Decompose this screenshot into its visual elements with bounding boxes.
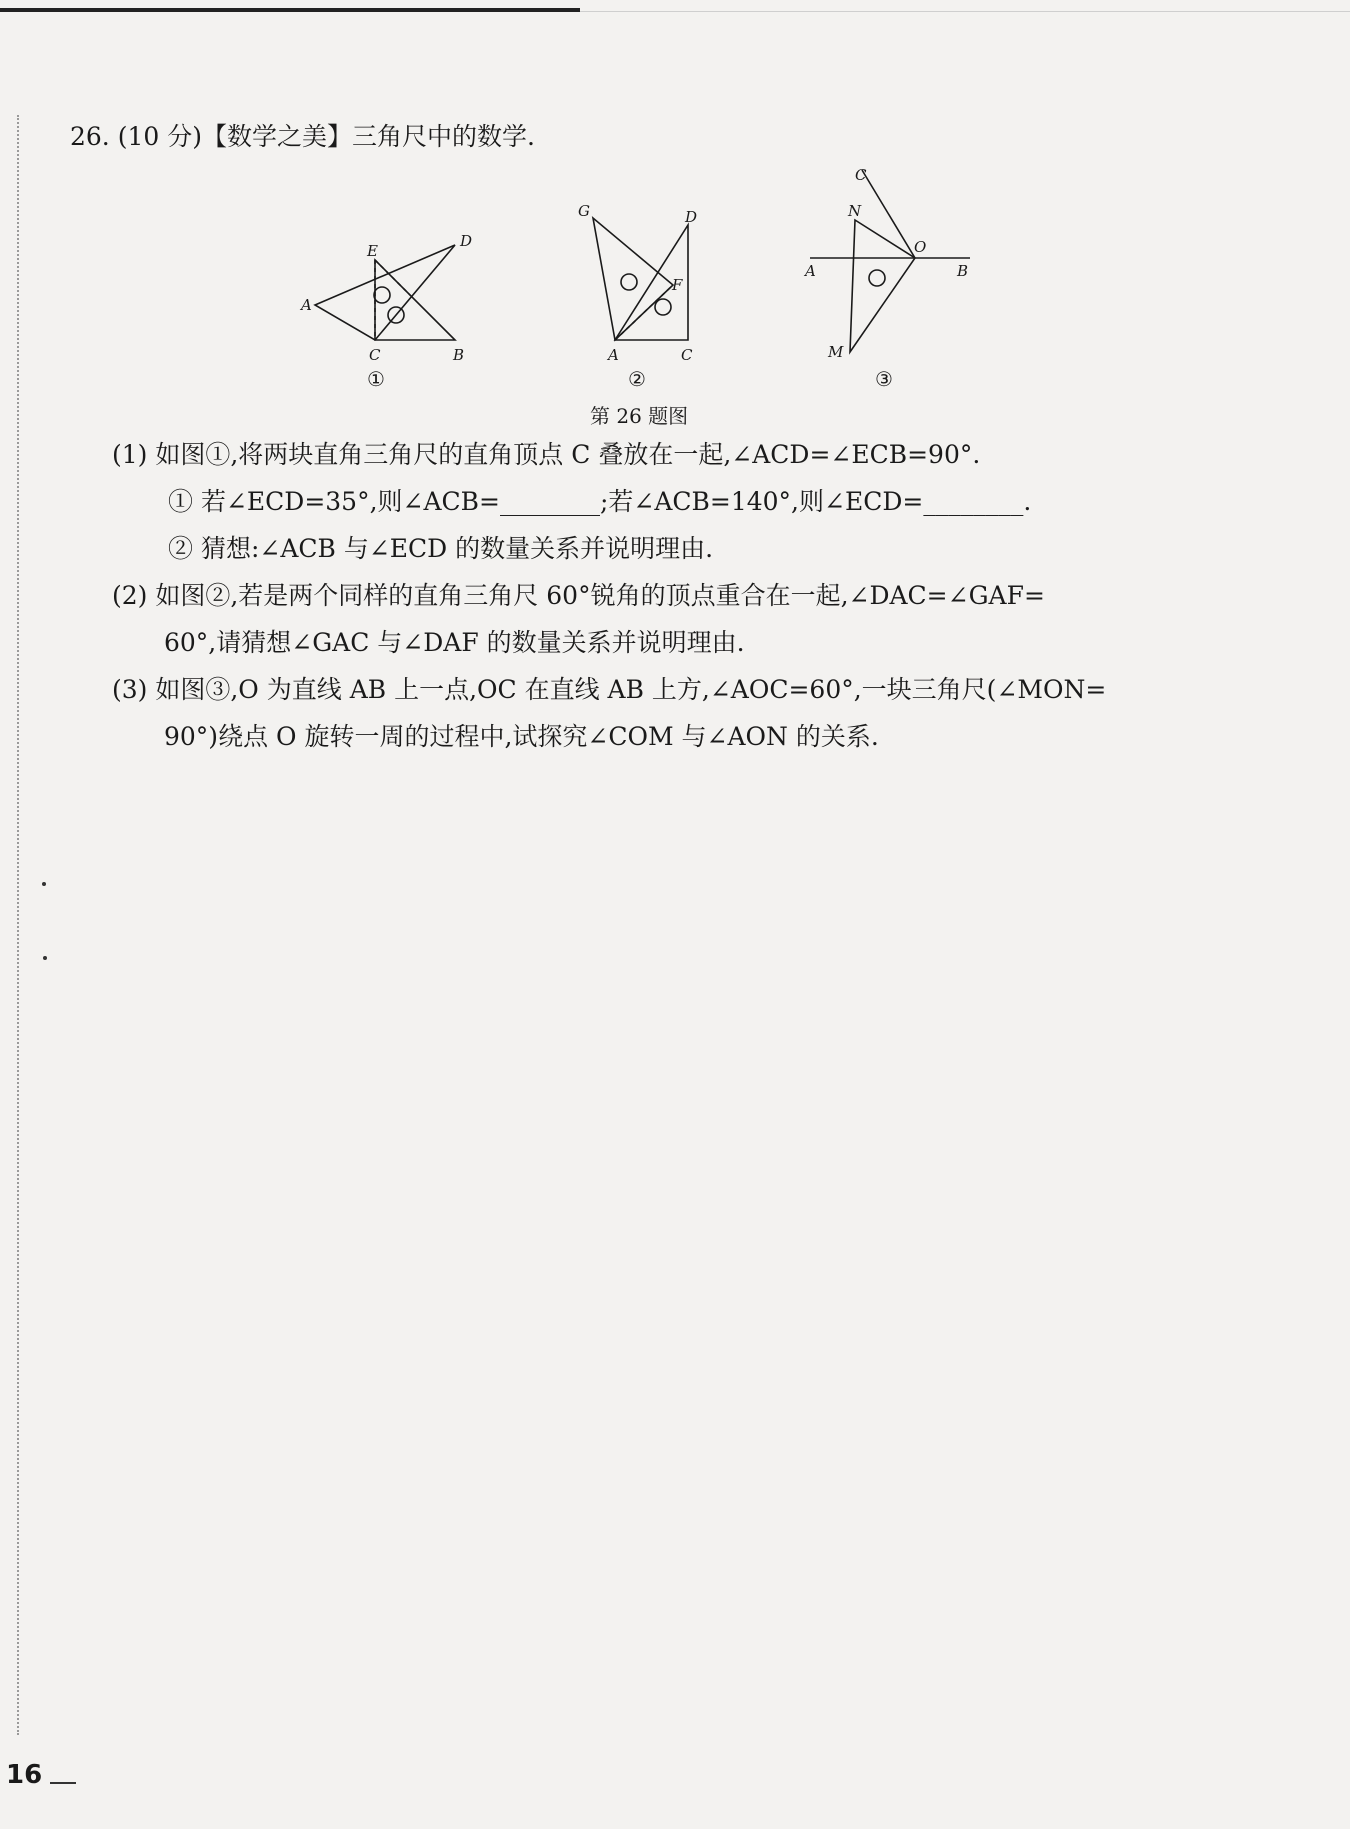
hole-circle bbox=[374, 287, 390, 303]
label-C: C bbox=[681, 346, 693, 364]
figure-1 bbox=[315, 245, 455, 340]
label-B: B bbox=[957, 262, 969, 280]
top-rule bbox=[0, 8, 580, 12]
label-A: A bbox=[608, 346, 619, 364]
binding-margin-dots bbox=[17, 115, 19, 1735]
figure-number-1: ① bbox=[367, 367, 385, 391]
label-M: M bbox=[828, 343, 844, 361]
figure-number-2: ② bbox=[628, 367, 646, 391]
question-line-2: ① 若∠ECD=35°,则∠ACB=________;若∠ACB=140°,则∠ECD=________. bbox=[168, 487, 1032, 516]
label-C: C bbox=[369, 346, 381, 364]
figure-caption: 第 26 题图 bbox=[590, 404, 689, 428]
triangle-acd bbox=[315, 245, 455, 340]
hole-circle bbox=[869, 270, 885, 286]
question-line-5: 60°,请猜想∠GAC 与∠DAF 的数量关系并说明理由. bbox=[164, 628, 745, 657]
question-line-3: ② 猜想:∠ACB 与∠ECD 的数量关系并说明理由. bbox=[168, 534, 714, 563]
label-G: G bbox=[578, 202, 590, 220]
question-line-1: (1) 如图①,将两块直角三角尺的直角顶点 C 叠放在一起,∠ACD=∠ECB=90°. bbox=[112, 440, 981, 469]
top-rule-faint bbox=[580, 11, 1350, 12]
label-A: A bbox=[805, 262, 816, 280]
ray-oc bbox=[862, 170, 915, 258]
page-number: 16 bbox=[6, 1760, 43, 1790]
question-line-4: (2) 如图②,若是两个同样的直角三角尺 60°锐角的顶点重合在一起,∠DAC=∠GAF= bbox=[112, 581, 1045, 610]
label-O: O bbox=[914, 238, 927, 256]
triangle-mon bbox=[850, 220, 915, 352]
hole-circle bbox=[655, 299, 671, 315]
label-F: F bbox=[672, 276, 683, 294]
page-number-dash bbox=[50, 1782, 76, 1784]
hole-circle bbox=[621, 274, 637, 290]
question-title: 26. (10 分)【数学之美】三角尺中的数学. bbox=[70, 122, 535, 151]
question-line-7: 90°)绕点 O 旋转一周的过程中,试探究∠COM 与∠AON 的关系. bbox=[164, 722, 879, 751]
label-N: N bbox=[848, 202, 862, 220]
stray-mark bbox=[43, 956, 47, 960]
stray-mark bbox=[42, 882, 46, 886]
label-E: E bbox=[367, 242, 378, 260]
question-line-6: (3) 如图③,O 为直线 AB 上一点,OC 在直线 AB 上方,∠AOC=60°,一块三角尺(∠MON= bbox=[112, 675, 1107, 704]
label-D: D bbox=[685, 208, 698, 226]
figure-number-3: ③ bbox=[875, 367, 893, 391]
figure-3 bbox=[810, 170, 970, 352]
triangle-agf bbox=[593, 218, 673, 340]
label-C: C bbox=[855, 166, 867, 184]
label-A: A bbox=[301, 296, 312, 314]
label-D: D bbox=[460, 232, 473, 250]
label-B: B bbox=[453, 346, 465, 364]
figure-group bbox=[295, 160, 995, 430]
